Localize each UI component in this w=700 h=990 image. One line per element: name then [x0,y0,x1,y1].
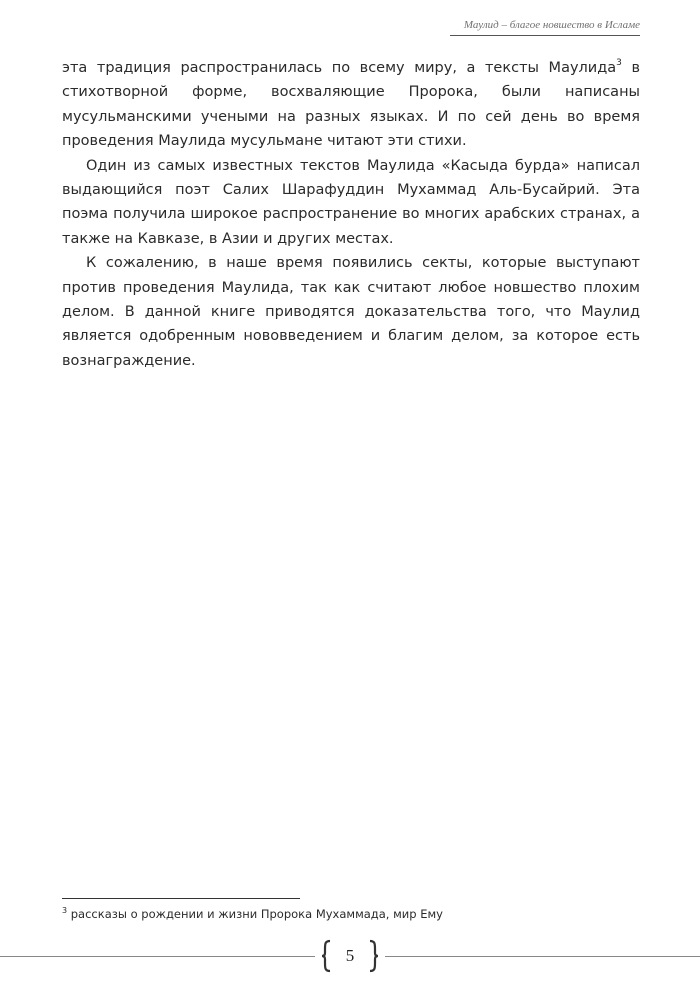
running-header-title: Маулид – благое новшество в Исламе [463,19,640,31]
left-brace-icon [316,940,346,972]
right-brace-icon [354,940,384,972]
main-text [62,56,640,373]
paragraph-1-continuation: в стихотворной форме, восхваляющие Пророка, были написаны мусульманскими учеными на разных языках. И по сей день во время проведения Маулида мусульмане читают эти стихи. [62,60,640,150]
footnote-text: рассказы о рождении и жизни Пророка Мухаммада, мир Ему [67,907,443,921]
footnote-number: 3 [62,906,68,915]
footnote-reference[interactable]: 3 [616,58,622,68]
paragraph-3: К сожалению, в наше время появились секты, которые выступают против проведения Маулида, так как считают любое новшество плохим делом. В данной книге приводятся доказательства того, что Маулид является одобренным нововведением и благим делом, за которое есть вознаграждение. [62,255,640,369]
paragraph-1-text: эта традиция распространилась по всему миру, а тексты Маулида [62,60,617,76]
page-number: 5 [345,946,355,965]
page-number-box [316,940,384,972]
footer-line-left [0,956,315,957]
header-rule [450,35,640,36]
paragraph-2: Один из самых известных текстов Маулида «Касыда бурда» написал выдающийся поэт Салих Шарафуддин Мухаммад Аль-Бусайрий. Эта поэма получила широкое распространение во многих арабских странах, а также на Кавказе, в Азии и других местах. [62,157,640,247]
paragraph-1 [62,56,640,154]
footnote [62,907,640,921]
footnote-rule [62,898,300,899]
footer-line-right [385,956,700,957]
